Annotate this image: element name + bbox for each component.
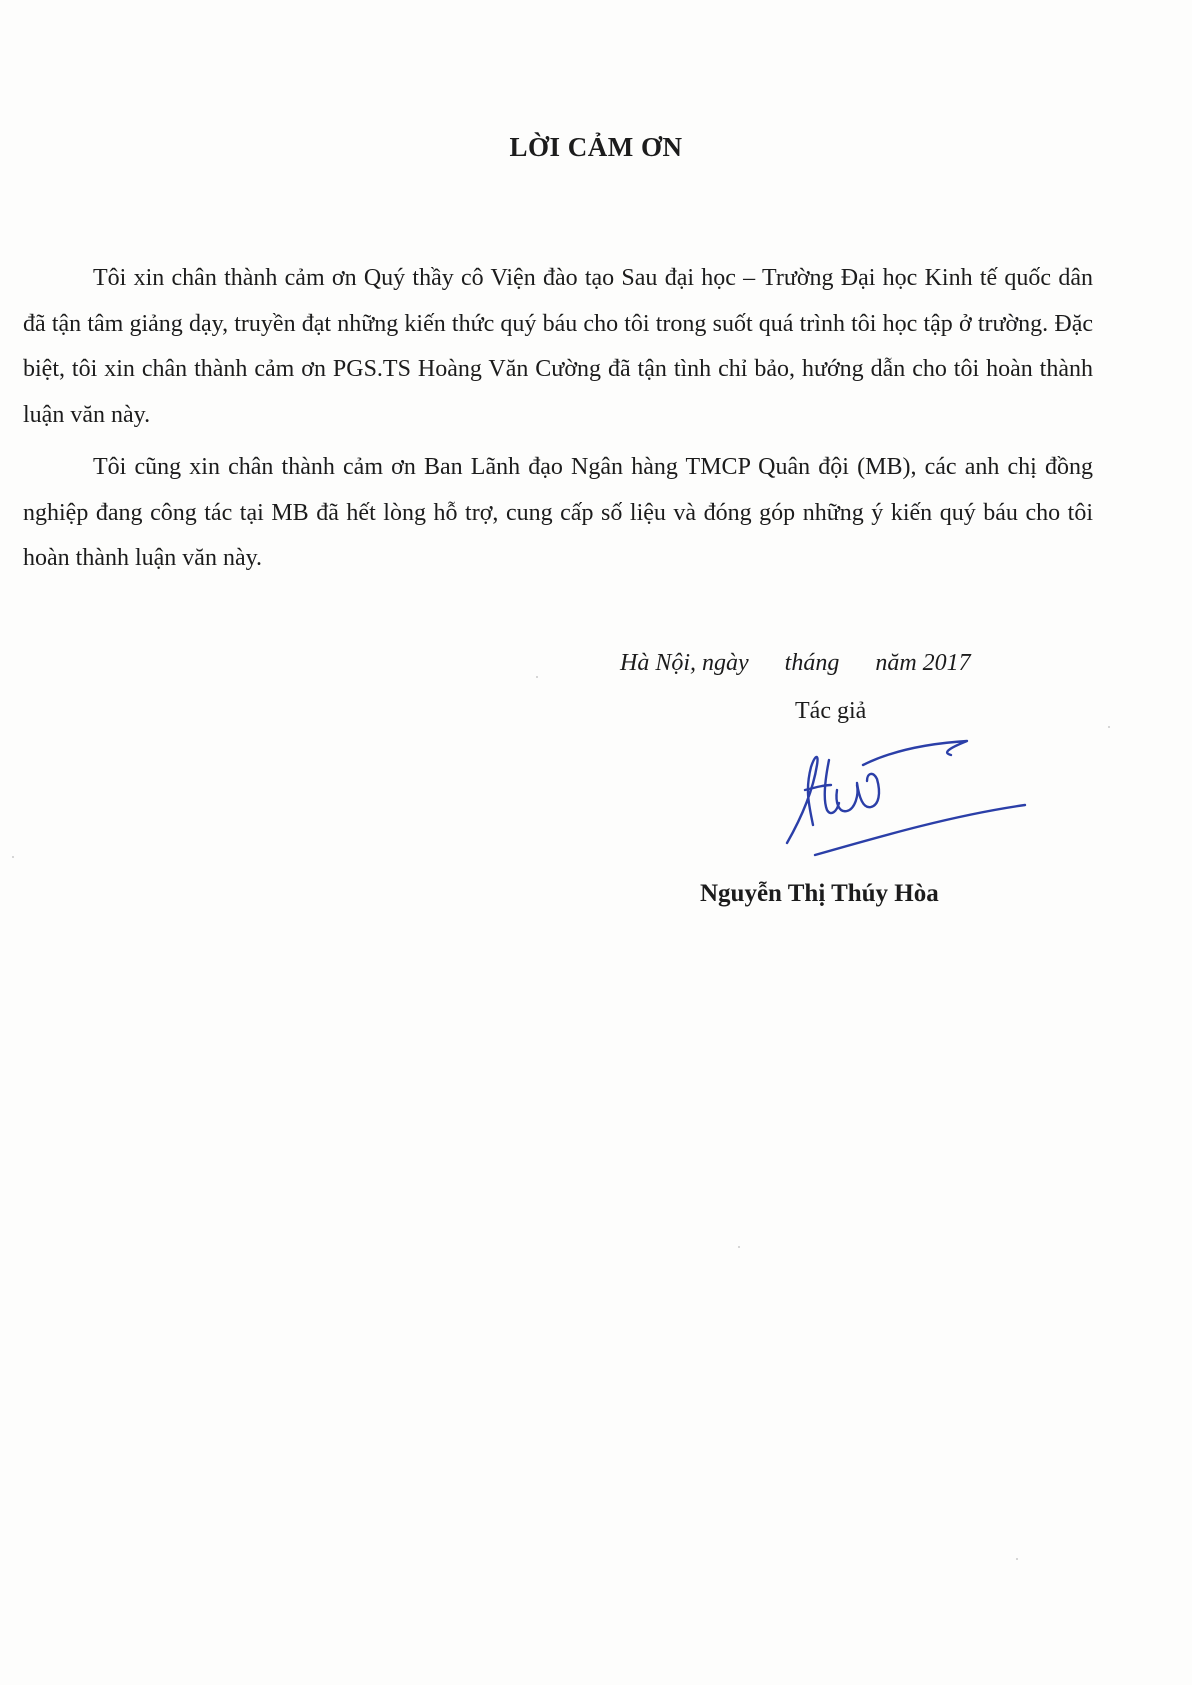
paragraph-1: Tôi xin chân thành cảm ơn Quý thầy cô Viện đào tạo Sau đại học – Trường Đại học Kinh tế quốc dân đã tận tâm giảng dạy, truyền đạt những kiến thức quý báu cho tôi trong suốt quá trình tôi học tập ở trường. Đặc biệt, tôi xin chân thành cảm ơn PGS.TS Hoàng Văn Cường đã tận tình chỉ bảo, hướng dẫn cho tôi hoàn thành luận văn này. bbox=[23, 265, 1093, 428]
scan-speck bbox=[12, 856, 14, 858]
paragraph-2: Tôi cũng xin chân thành cảm ơn Ban Lãnh đạo Ngân hàng TMCP Quân đội (MB), các anh chị đồng nghiệp đang công tác tại MB đã hết lòng hỗ trợ, cung cấp số liệu và đóng góp những ý kiến quý báu cho tôi hoàn thành luận văn này. bbox=[23, 454, 1093, 571]
scan-speck bbox=[1016, 1558, 1018, 1560]
author-name: Nguyễn Thị Thúy Hòa bbox=[700, 880, 939, 907]
scan-speck bbox=[738, 1246, 740, 1248]
scan-speck bbox=[1108, 726, 1110, 728]
acknowledgement-body bbox=[23, 256, 1093, 589]
author-label: Tác giả bbox=[795, 698, 867, 724]
page-title: LỜI CẢM ƠN bbox=[509, 132, 683, 162]
date-line: Hà Nội, ngày tháng năm 2017 bbox=[620, 650, 971, 676]
scan-speck bbox=[536, 676, 538, 678]
signature-image bbox=[775, 735, 1035, 865]
